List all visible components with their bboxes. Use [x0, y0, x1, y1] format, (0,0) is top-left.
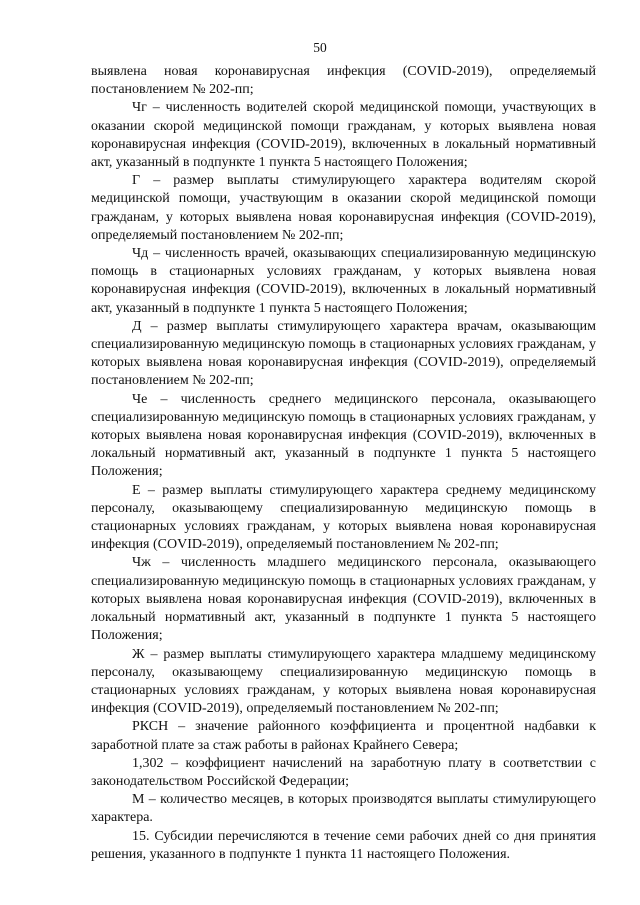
page-number: 50	[313, 40, 327, 55]
paragraph-e-definition: Е – размер выплаты стимулирующего характера среднему медицинскому персоналу, оказывающему специализированную медицинскую помощь в стационарных условиях гражданам, у которых выявлена новая коронавирусная инфекция (COVID-2019), определяемый постановлением № 202-пп;	[91, 482, 596, 553]
paragraph-chzh-definition: Чж – численность младшего медицинского персонала, оказывающего специализированную медицинскую помощь в стационарных условиях гражданам, у которых выявлена новая коронавирусная инфекция (COVID-2019), включенных в локальный нормативный акт, указанный в подпункте 1 пункта 5 настоящего Положения;	[91, 555, 596, 644]
paragraph-rksn-definition: РКСН – значение районного коэффициента и процентной надбавки к заработной плате за стаж работы в районах Крайнего Севера;	[91, 719, 596, 753]
document-body	[91, 63, 596, 864]
paragraph-zh-definition: Ж – размер выплаты стимулирующего характера младшему медицинскому персоналу, оказывающему специализированную медицинскую помощь в стационарных условиях гражданам, у которых выявлена новая коронавирусная инфекция (COVID-2019), определяемый постановлением № 202-пп;	[91, 646, 596, 717]
paragraph-clause-15: 15. Субсидии перечисляются в течение семи рабочих дней со дня принятия решения, указанного в подпункте 1 пункта 11 настоящего Положения.	[91, 828, 596, 862]
paragraph-coefficient-definition: 1,302 – коэффициент начислений на заработную плату в соответствии с законодательством Российской Федерации;	[91, 755, 596, 789]
paragraph-g-definition: Г – размер выплаты стимулирующего характера водителям скорой медицинской помощи, участвующим в оказании скорой медицинской помощи гражданам, у которых выявлена новая коронавирусная инфекция (COVID-2019), определяемый постановлением № 202-пп;	[91, 173, 596, 243]
paragraph-chd-definition: Чд – численность врачей, оказывающих специализированную медицинскую помощь в стационарных условиях гражданам, у которых выявлена новая коронавирусная инфекция (COVID-2019), включенных в локальный нормативный акт, указанный в подпункте 1 пункта 5 настоящего Положения;	[91, 246, 596, 316]
paragraph-che-definition: Че – численность среднего медицинского персонала, оказывающего специализированную медицинскую помощь в стационарных условиях гражданам, у которых выявлена новая коронавирусная инфекция (COVID-2019), включенных в локальный нормативный акт, указанный в подпункте 1 пункта 5 настоящего Положения;	[91, 391, 596, 480]
paragraph-d-definition: Д – размер выплаты стимулирующего характера врачам, оказывающим специализированную медицинскую помощь в стационарных условиях гражданам, у которых выявлена новая коронавирусная инфекция (COVID-2019), определяемый постановлением № 202-пп;	[91, 318, 596, 389]
paragraph-chg-definition: Чг – численность водителей скорой медицинской помощи, участвующих в оказании скорой медицинской помощи гражданам, у которых выявлена новая коронавирусная инфекция (COVID-2019), включенных в локальный нормативный акт, указанный в подпункте 1 пункта 5 настоящего Положения;	[91, 100, 596, 171]
paragraph-continuation: выявлена новая коронавирусная инфекция (COVID-2019), определяемый постановлением № 202-пп;	[91, 64, 596, 98]
paragraph-m-definition: М – количество месяцев, в которых производятся выплаты стимулирующего характера.	[91, 792, 596, 826]
